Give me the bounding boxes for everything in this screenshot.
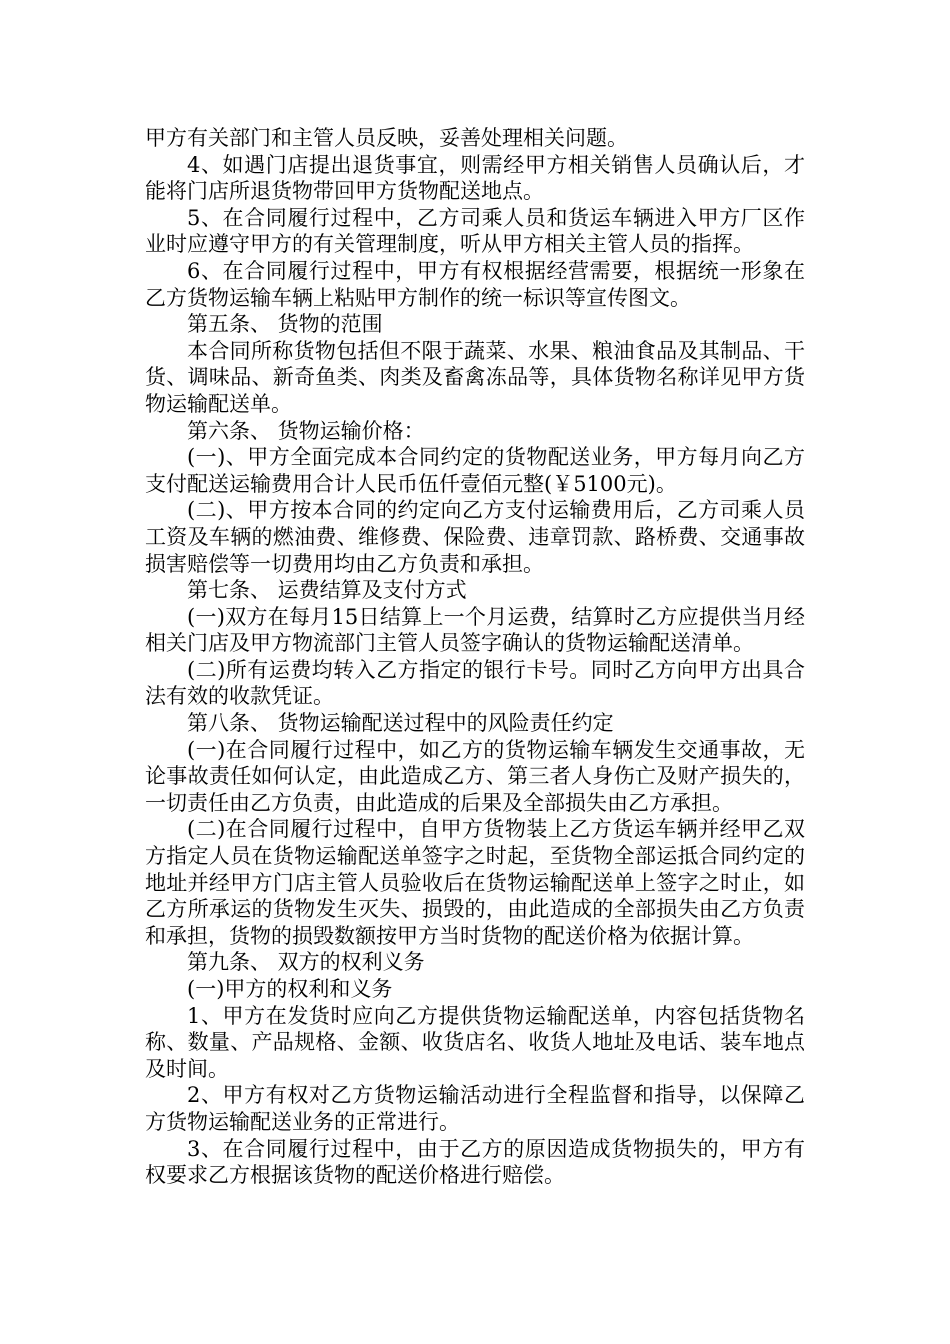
article-9-heading: 第九条、 双方的权利义务 <box>187 950 425 975</box>
paragraph-settlement-2: (二)所有运费均转入乙方指定的银行卡号。同时乙方向甲方出具合法有效的收款凭证。 <box>145 657 805 709</box>
paragraph-clause-5-site-rules: 5、在合同履行过程中，乙方司乘人员和货运车辆进入甲方厂区作业时应遵守甲方的有关管理制度，听从甲方相关主管人员的指挥。 <box>145 205 805 257</box>
paragraph-party-a-1: 1、甲方在发货时应向乙方提供货物运输配送单，内容包括货物名称、数量、产品规格、金额、收货店名、收货人地址及电话、装车地点及时间。 <box>145 1003 805 1081</box>
paragraph-risk-1: (一)在合同履行过程中，如乙方的货物运输车辆发生交通事故，无论事故责任如何认定，由此造成乙方、第三者人身伤亡及财产损失的，一切责任由乙方负责，由此造成的后果及全部损失由乙方承担。 <box>145 737 805 815</box>
article-6-heading: 第六条、 货物运输价格： <box>187 418 425 443</box>
subheading-party-a-rights: (一)甲方的权利和义务 <box>187 977 393 1001</box>
paragraph-settlement-1: (一)双方在每月15日结算上一个月运费，结算时乙方应提供当月经相关门店及甲方物流部门主管人员签字确认的货物运输配送清单。 <box>145 604 805 656</box>
document-body <box>145 125 805 1189</box>
article-7-heading: 第七条、 运费结算及支付方式 <box>187 578 467 603</box>
paragraph-goods-scope: 本合同所称货物包括但不限于蔬菜、水果、粮油食品及其制品、干货、调味品、新奇鱼类、肉类及畜禽冻品等，具体货物名称详见甲方货物运输配送单。 <box>145 338 805 416</box>
paragraph-clause-6-branding: 6、在合同履行过程中，甲方有权根据经营需要，根据统一形象在乙方货物运输车辆上粘贴甲方制作的统一标识等宣传图文。 <box>145 258 805 310</box>
paragraph-continuation: 甲方有关部门和主管人员反映，妥善处理相关问题。 <box>145 126 628 150</box>
article-5-heading: 第五条、 货物的范围 <box>187 312 383 337</box>
paragraph-party-a-2: 2、甲方有权对乙方货物运输活动进行全程监督和指导，以保障乙方货物运输配送业务的正常进行。 <box>145 1083 805 1134</box>
article-8-heading: 第八条、 货物运输配送过程中的风险责任约定 <box>187 711 614 736</box>
paragraph-risk-2: (二)在合同履行过程中，自甲方货物装上乙方货运车辆并经甲乙双方指定人员在货物运输配送单签字之时起，至货物全部运抵合同约定的地址并经甲方门店主管人员验收后在货物运输配送单上签字之时止，如乙方所承运的货物发生灭失、损毁的，由此造成的全部损失由乙方负责和承担，货物的损毁数额按甲方当时货物的配送价格为依据计算。 <box>145 817 805 948</box>
paragraph-price-1: (一)、甲方全面完成本合同约定的货物配送业务，甲方每月向乙方支付配送运输费用合计人民币伍仟壹佰元整(￥5100元)。 <box>145 445 805 496</box>
paragraph-price-2: (二)、甲方按本合同的约定向乙方支付运输费用后，乙方司乘人员工资及车辆的燃油费、维修费、保险费、违章罚款、路桥费、交通事故损害赔偿等一切费用均由乙方负责和承担。 <box>145 498 805 576</box>
paragraph-party-a-3: 3、在合同履行过程中，由于乙方的原因造成货物损失的，甲方有权要求乙方根据该货物的配送价格进行赔偿。 <box>145 1136 805 1188</box>
paragraph-clause-4-return: 4、如遇门店提出退货事宜，则需经甲方相关销售人员确认后，才能将门店所退货物带回甲方货物配送地点。 <box>145 152 805 204</box>
